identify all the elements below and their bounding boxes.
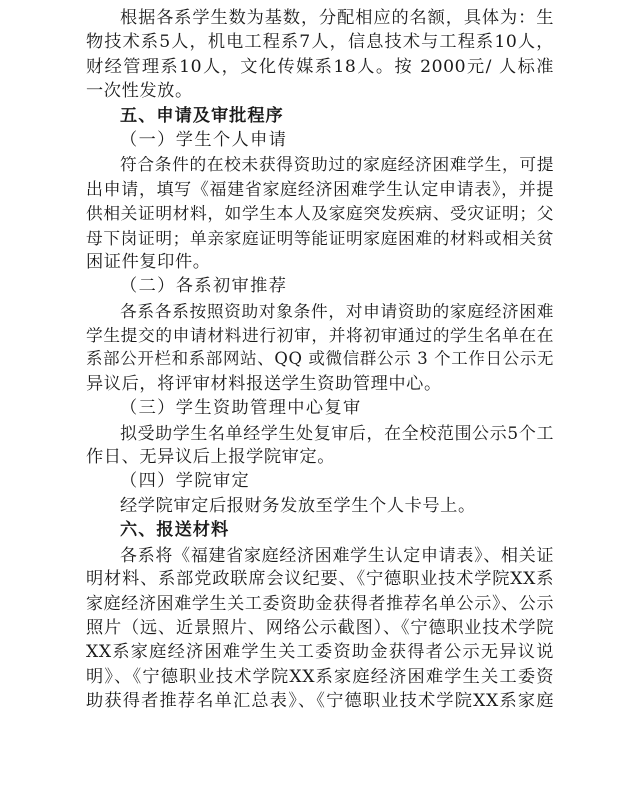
paragraph [86,543,554,714]
text-line: 财经管理系10人，文化传媒系18人。按 2000元/ 人标准 [86,56,554,77]
text-line: XX系家庭经济困难学生关工委资助金获得者公示无异议说 [86,642,554,663]
paragraph [86,299,554,397]
text-line: 照片（远、近景照片、网络公示截图）、《宁德职业技术学院 [86,617,554,638]
text-line: 家庭经济困难学生关工委资助金获得者推荐名单公示》、公示 [86,593,554,614]
paragraph [86,6,554,104]
text-line: 困证件复印件。 [86,251,211,272]
subsection-heading: （一）学生个人申请 [120,129,288,150]
paragraph [86,494,554,518]
text-line: 明》、《宁德职业技术学院XX系家庭经济困难学生关工委资 [86,666,554,687]
text-line: 出申请，填写《福建省家庭经济困难学生认定申请表》，并提 [86,178,554,199]
text-line: 经学院审定后报财务发放至学生个人卡号上。 [120,495,476,516]
text-line: 供相关证明材料，如学生本人及家庭突发疾病、受灾证明；父 [86,203,554,224]
subsection-heading: （四）学院审定 [120,471,251,492]
text-line: 作日、无异议后上报学院审定。 [86,447,336,468]
paragraph [86,152,554,274]
text-line: 根据各系学生数为基数，分配相应的名额，具体为：生 [120,8,554,28]
subsection-heading: （三）学生资助管理中心复审 [120,398,362,419]
text-line: 母下岗证明；单亲家庭证明等能证明家庭困难的材料或相关贫 [86,227,554,248]
text-line: 助获得者推荐名单汇总表》、《宁德职业技术学院XX系家庭 [86,690,554,711]
section-heading: 六、报送材料 [120,520,230,541]
text-line: 符合条件的在校未获得资助过的家庭经济困难学生，可提 [120,154,554,175]
text-line: 一次性发放。 [86,81,193,102]
text-line: 物技术系5人，机电工程系7人，信息技术与工程系10人， [86,32,554,53]
text-line: 系部公开栏和系部网站、QQ 或微信群公示 3 个工作日公示无 [86,349,554,369]
subsection-heading: （二）各系初审推荐 [120,276,288,297]
section-heading: 五、申请及审批程序 [120,105,284,126]
document-page [86,6,554,713]
text-line: 学生提交的申请材料进行初审，并将初审通过的学生名单在在 [86,325,554,346]
text-line: 拟受助学生名单经学生处复审后，在全校范围公示5个工 [120,422,554,443]
paragraph [86,421,554,470]
text-line: 各系各系按照资助对象条件，对申请资助的家庭经济困难 [120,300,554,321]
text-line: 各系将《福建省家庭经济困难学生认定申请表》、相关证 [120,544,554,565]
text-line: 明材料、系部党政联席会议纪要、《宁德职业技术学院XX系 [86,568,554,589]
text-line: 异议后，将评审材料报送学生资助管理中心。 [86,373,442,394]
